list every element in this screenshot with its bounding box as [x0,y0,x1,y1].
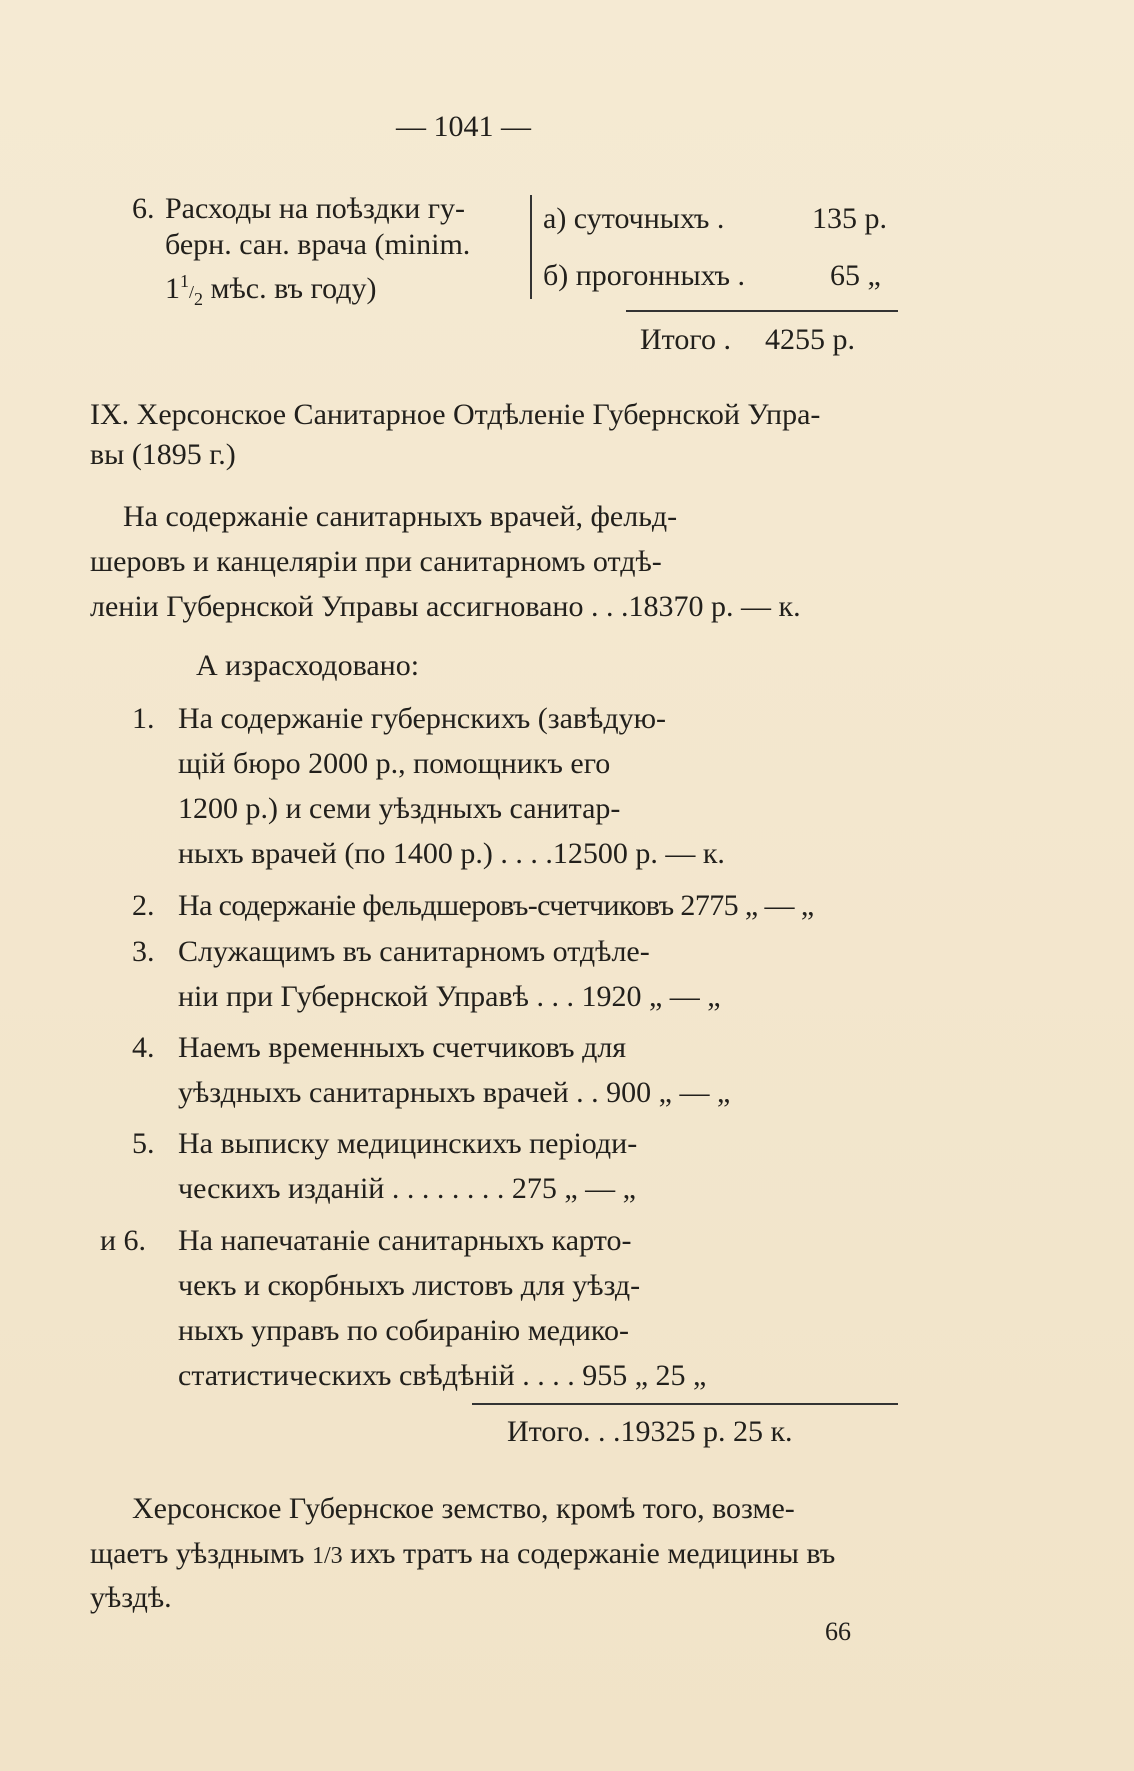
item4-line1: Наемъ временныхъ счетчиковъ для [178,1031,627,1064]
item6-line1: Расходы на поѣздки гу- [165,192,466,225]
total1-rule [626,310,898,312]
item1-line1: На содержаніе губернскихъ (завѣдую- [178,702,666,735]
item6b-line1: На напечатаніе санитарныхъ карто- [178,1224,632,1257]
item6-line3-int: 1 [165,272,180,305]
para2-line2-b: ихъ тратъ на содержаніе медицины въ [342,1537,836,1570]
item1-line2: щій бюро 2000 р., помощникъ его [178,747,611,780]
item1-line4: ныхъ врачей (по 1400 р.) . . . .12500 р. — к. [178,837,725,870]
item6-number: 6. [132,192,155,225]
para2-line1: Херсонское Губернское земство, кромѣ того, возме- [132,1492,795,1525]
item6-line3-sup: 1 [180,271,189,291]
item6b-line3: ныхъ управъ по собиранію медико- [178,1314,629,1347]
item6-line2: берн. сан. врача (minim. [165,228,471,261]
total1-amount: 4255 р. [765,323,855,356]
para2-fraction: 1/3 [311,1543,343,1569]
item6-line3-sub: 2 [194,289,204,309]
item5-line2: ческихъ изданій . . . . . . . . 275 „ — „ [178,1172,636,1205]
para2-line2 [90,1536,835,1574]
para1-line1: На содержаніе санитарныхъ врачей, фельд- [123,500,678,533]
item6b-number: и 6. [100,1224,147,1257]
spent-heading: А израсходовано: [196,649,420,682]
item6-b-amount: 65 „ [830,259,881,292]
item1-line3: 1200 р.) и семи уѣздныхъ санитар- [178,792,621,825]
item6b-line2: чекъ и скорбныхъ листовъ для уѣзд- [178,1269,641,1302]
item6-a-label: а) суточныхъ . [543,202,725,235]
item6-line3: $1^1/_2$ мѣс. въ году) [165,271,377,309]
item5-line1: На выписку медицинскихъ періоди- [178,1127,638,1160]
para2-line3: уѣздѣ. [90,1581,172,1614]
section9-heading-line2: вы (1895 г.) [90,438,236,471]
item4-line2: уѣздныхъ санитарныхъ врачей . . 900 „ — „ [178,1076,731,1109]
item4-number: 4. [132,1031,155,1064]
item3-line2: ніи при Губернской Управѣ . . . 1920 „ — „ [178,980,721,1013]
item6-line3-rest: мѣс. въ году) [203,272,377,305]
page-number: — 1041 — [396,110,531,143]
item6-a-amount: 135 р. [812,202,887,235]
item2-line1: На содержаніе фельдшеровъ-счетчиковъ 2775 „ — „ [178,889,814,922]
total2-rule [472,1403,898,1405]
item6-b-label: б) прогонныхъ . [543,259,746,292]
para1-line3: леніи Губернской Управы ассигновано . . .18370 р. — к. [90,590,801,623]
item2-number: 2. [132,889,155,922]
section9-heading-line1: IX. Херсонское Санитарное Отдѣленіе Губернской Упра- [90,398,821,431]
item3-number: 3. [132,935,155,968]
item6b-line4: статистическихъ свѣдѣній . . . . 955 „ 25 „ [178,1359,707,1392]
total1-label: Итого . [640,323,731,356]
para1-line2: шеровъ и канцеляріи при санитарномъ отдѣ- [90,545,662,578]
total2-label: Итого. . .19325 р. 25 к. [507,1415,793,1448]
signature-number: 66 [825,1617,851,1646]
item3-line1: Служащимъ въ санитарномъ отдѣле- [178,935,650,968]
item1-number: 1. [132,702,155,735]
item6-brace [530,195,532,299]
item5-number: 5. [132,1127,155,1160]
para2-line2-a: щаетъ уѣзднымъ [90,1537,312,1570]
